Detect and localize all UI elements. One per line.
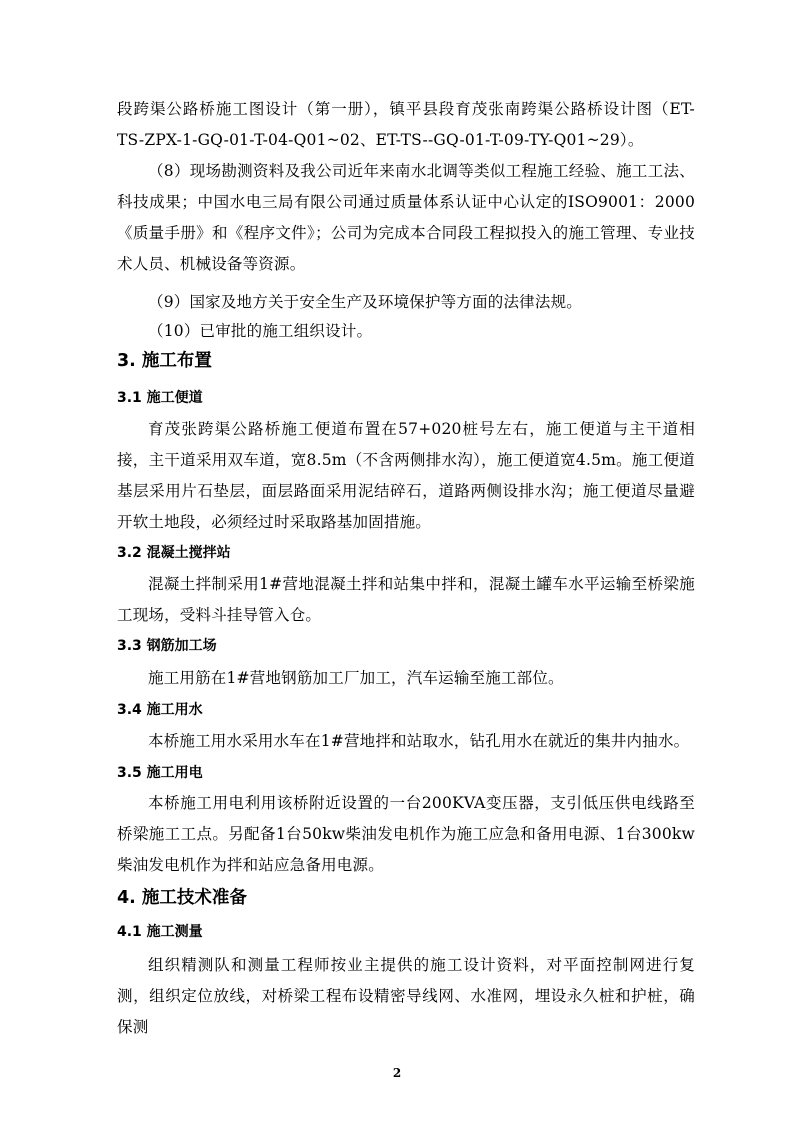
paragraph-item-9: （9）国家及地方关于安全生产及环境保护等方面的法律法规。 xyxy=(148,293,582,311)
paragraph-design-docs: 段跨渠公路桥施工图设计（第一册），镇平县段育茂张南跨渠公路桥设计图（ET-TS-ZPX-1-GQ-01-T-04-Q01~02、ET-TS--GQ-01-T-09-TY-Q01~29）。 xyxy=(117,100,695,149)
paragraph-item-8: （8）现场勘测资料及我公司近年来南水北调等类似工程施工经验、施工工法、科技成果；中国水电三局有限公司通过质量体系认证中心认定的ISO9001：2000《质量手册》和《程序文件》；公司为完成本合同段工程拟投入的施工管理、专业技术人员、机械设备等资源。 xyxy=(117,162,695,273)
paragraph-3-4: 本桥施工用水采用水车在1#营地拌和站取水，钻孔用水在就近的集井内抽水。 xyxy=(148,732,690,750)
paragraph-3-3: 施工用筋在1#营地钢筋加工厂加工，汽车运输至施工部位。 xyxy=(148,669,564,687)
paragraph-3-5: 本桥施工用电利用该桥附近设置的一台200KVA变压器，支引低压供电线路至桥梁施工工点。另配备1台50kw柴油发电机作为施工应急和备用电源、1台300kw柴油发电机作为拌和站应急备用电源。 xyxy=(117,794,695,874)
subsection-heading-3-2: 3.2 混凝土搅拌站 xyxy=(117,545,231,561)
paragraph-3-1: 育茂张跨渠公路桥施工便道布置在57+020桩号左右，施工便道与主干道相接，主干道采用双车道，宽8.5m（不含两侧排水沟），施工便道宽4.5m。施工便道基层采用片石垫层，面层路面采用泥结碎石，道路两侧设排水沟；施工便道尽量避开软土地段，必须经过时采取路基加固措施。 xyxy=(117,420,695,531)
paragraph-4-1: 组织精测队和测量工程师按业主提供的施工设计资料，对平面控制网进行复测，组织定位放线，对桥梁工程布设精密导线网、水准网，埋设永久桩和护桩，确保测 xyxy=(117,956,695,1036)
section-heading-4: 4. 施工技术准备 xyxy=(117,888,247,908)
paragraph-3-2: 混凝土拌制采用1#营地混凝土拌和站集中拌和，混凝土罐车水平运输至桥梁施工现场，受料斗挂导管入仓。 xyxy=(117,575,695,624)
subsection-heading-3-1: 3.1 施工便道 xyxy=(117,390,203,406)
subsection-heading-3-4: 3.4 施工用水 xyxy=(117,702,203,718)
subsection-heading-3-5: 3.5 施工用电 xyxy=(117,765,203,781)
page-number: 2 xyxy=(392,1066,402,1080)
subsection-heading-3-3: 3.3 钢筋加工场 xyxy=(117,638,217,654)
subsection-heading-4-1: 4.1 施工测量 xyxy=(117,924,203,940)
paragraph-item-10: （10）已审批的施工组织设计。 xyxy=(148,322,373,340)
section-heading-3: 3. 施工布置 xyxy=(117,351,212,371)
